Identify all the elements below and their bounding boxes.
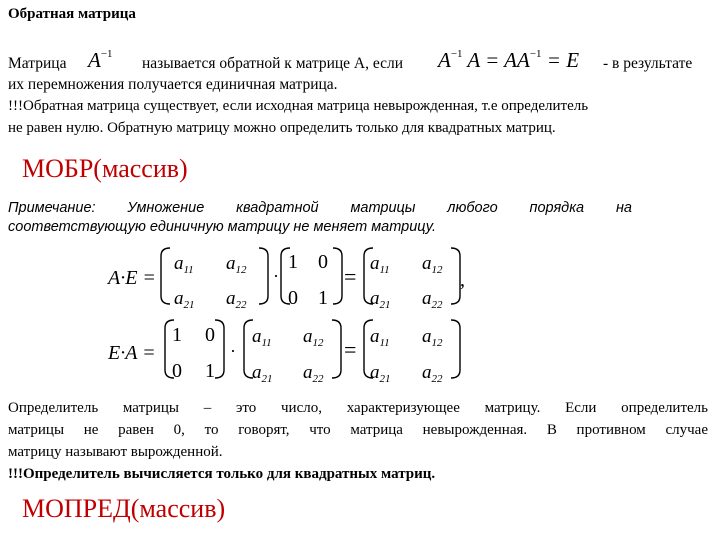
svg-text:a22: $a_{22}$	[226, 288, 247, 311]
determinant-line-4: !!!Определитель вычисляется только для квадратных матриц.	[8, 466, 436, 482]
page-title: Обратная матрица	[8, 6, 136, 22]
formula-ae-lhs: A·E =	[108, 267, 156, 289]
determinant-line-3: матрицу называют вырожденной.	[8, 444, 223, 460]
inverse-definition-formula: $A^{-1}$ $A = AA^{-1} = E$	[438, 48, 580, 72]
svg-text:a11: $a_{11}$	[370, 253, 390, 276]
svg-text:·: ·	[230, 341, 236, 361]
note-line-1: Примечание: Умножение квадратной матрицы любого порядка на	[8, 200, 632, 216]
matrix-identity-formulas	[100, 242, 480, 392]
intro-called-text: называется обратной к матрице А, если	[142, 55, 404, 72]
intro-result-text: - в результате	[603, 55, 693, 72]
note-line-2: соответствующую единичную матрицу не меняет матрицу.	[8, 219, 437, 235]
determinant-line-1: Определитель матрицы – это число, характеризующее матрицу. Если определитель	[8, 400, 708, 416]
svg-text:0: 0	[205, 324, 215, 346]
svg-text:a11: $a_{11}$	[370, 326, 390, 349]
svg-text:a11: $a_{11}$	[252, 326, 272, 349]
svg-text:1: 1	[172, 324, 182, 346]
svg-text:a22: $a_{22}$	[303, 362, 324, 385]
svg-text:a12: $a_{12}$	[422, 326, 443, 349]
svg-text:1: 1	[318, 287, 328, 309]
svg-text:a12: $a_{12}$	[422, 253, 443, 276]
svg-text:a21: $a_{21}$	[370, 362, 391, 385]
svg-text:·: ·	[273, 266, 279, 286]
svg-text:,: ,	[460, 269, 465, 291]
svg-text:a12: $a_{12}$	[303, 326, 324, 349]
svg-text:1: 1	[205, 360, 215, 382]
formula-ea-lhs: E·A =	[108, 342, 156, 364]
svg-text:a22: $a_{22}$	[422, 362, 443, 385]
a-inverse-symbol: $A^{-1}$	[88, 48, 113, 72]
svg-text:a11: $a_{11}$	[174, 253, 194, 276]
svg-text:1: 1	[288, 251, 298, 273]
svg-text:a12: $a_{12}$	[226, 253, 247, 276]
svg-text:a22: $a_{22}$	[422, 288, 443, 311]
svg-text:a21: $a_{21}$	[370, 288, 391, 311]
svg-text:=: =	[344, 337, 357, 362]
intro-line-2: их перемножения получается единичная матрица.	[8, 76, 338, 93]
svg-text:0: 0	[318, 251, 328, 273]
function-minverse-label: МОБР(массив)	[22, 154, 188, 183]
svg-text:a21: $a_{21}$	[174, 288, 195, 311]
svg-text:0: 0	[288, 287, 298, 309]
function-mdeterm-label: МОПРЕД(массив)	[22, 494, 226, 523]
svg-text:=: =	[344, 264, 357, 289]
svg-text:0: 0	[172, 360, 182, 382]
intro-line-3: !!!Обратная матрица существует, если исходная матрица невырожденная, т.е определитель	[8, 98, 589, 114]
intro-line-4: не равен нулю. Обратную матрицу можно определить только для квадратных матриц.	[8, 120, 556, 136]
intro-matrix-word: Матрица	[8, 55, 67, 72]
svg-text:a21: $a_{21}$	[252, 362, 273, 385]
determinant-line-2: матрицы не равен 0, то говорят, что матрица невырожденная. В противном случае	[8, 422, 708, 438]
